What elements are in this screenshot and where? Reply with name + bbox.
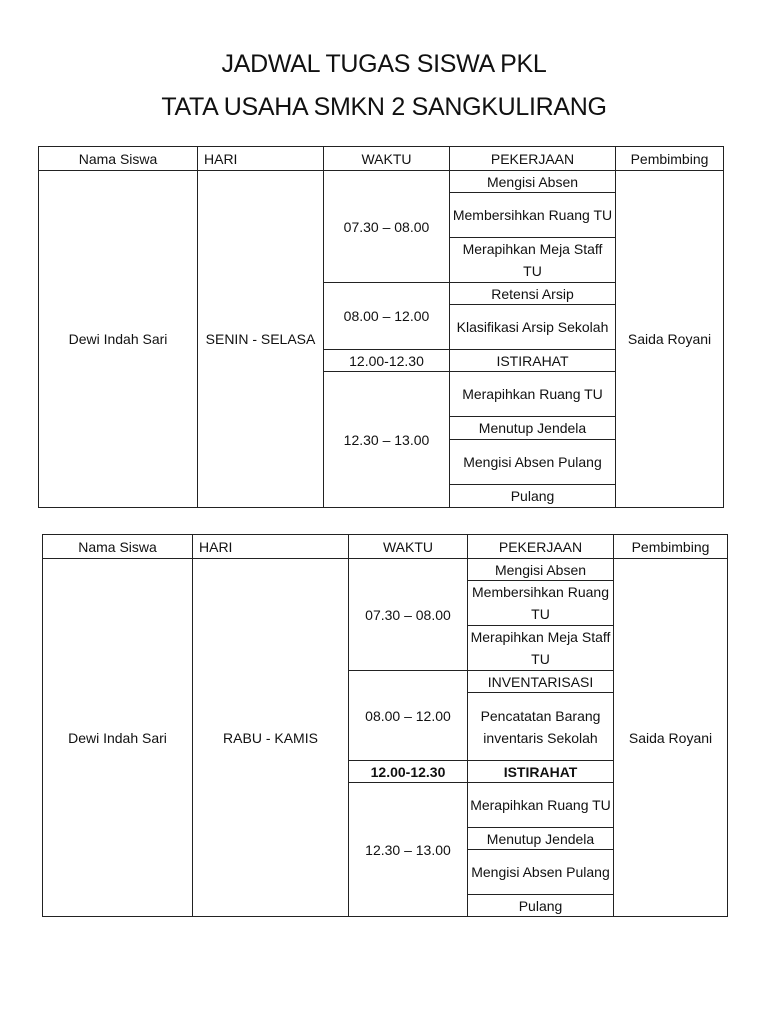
schedule-table-rabu-kamis — [42, 534, 728, 917]
task-item: Mengisi Absen Pulang — [450, 440, 616, 485]
header-waktu: WAKTU — [324, 147, 450, 171]
task-item-break: ISTIRAHAT — [450, 350, 616, 372]
time-slot: 08.00 – 12.00 — [349, 671, 468, 761]
header-hari: HARI — [198, 147, 324, 171]
task-item: Klasifikasi Arsip Sekolah — [450, 305, 616, 350]
task-item: Membersihkan Ruang TU — [450, 193, 616, 238]
time-slot: 12.00-12.30 — [324, 350, 450, 372]
header-waktu: WAKTU — [349, 535, 468, 559]
task-item: Pencatatan Barang inventaris Sekolah — [468, 693, 614, 761]
header-nama-siswa: Nama Siswa — [43, 535, 193, 559]
time-slot: 07.30 – 08.00 — [349, 559, 468, 671]
supervisor-name: Saida Royani — [627, 331, 712, 347]
header-pekerjaan: PEKERJAAN — [468, 535, 614, 559]
task-item: Pulang — [450, 485, 616, 507]
time-slot: 12.30 – 13.00 — [324, 372, 450, 507]
time-slot: 07.30 – 08.00 — [324, 171, 450, 283]
task-item: INVENTARISASI — [468, 671, 614, 693]
student-name: Dewi Indah Sari — [39, 171, 198, 507]
time-slot: 12.30 – 13.00 — [349, 783, 468, 916]
document-title-line-2: TATA USAHA SMKN 2 SANGKULIRANG — [161, 93, 607, 121]
task-item: Merapihkan Meja Staff TU — [450, 238, 616, 283]
time-slot: 12.00-12.30 — [349, 761, 468, 783]
schedule-table-senin-selasa — [38, 146, 724, 508]
task-item: Menutup Jendela — [450, 417, 616, 440]
header-nama-siswa: Nama Siswa — [39, 147, 198, 171]
task-item: Retensi Arsip — [450, 283, 616, 305]
day-range: SENIN - SELASA — [198, 171, 324, 507]
task-item: Merapihkan Ruang TU — [468, 783, 614, 828]
header-pekerjaan: PEKERJAAN — [450, 147, 616, 171]
task-item: Mengisi Absen Pulang — [468, 850, 614, 895]
task-item: Pulang — [468, 895, 614, 916]
day-range: RABU - KAMIS — [193, 559, 349, 916]
task-item: Mengisi Absen — [468, 559, 614, 581]
task-item: Menutup Jendela — [468, 828, 614, 850]
document-title-line-1: JADWAL TUGAS SISWA PKL — [221, 50, 547, 78]
task-item: Mengisi Absen — [450, 171, 616, 193]
task-item: Merapihkan Meja Staff TU — [468, 626, 614, 671]
task-item: Merapihkan Ruang TU — [450, 372, 616, 417]
student-name: Dewi Indah Sari — [43, 559, 193, 916]
header-pembimbing: Pembimbing — [614, 535, 727, 559]
header-pembimbing: Pembimbing — [616, 147, 723, 171]
task-item: Membersihkan Ruang TU — [468, 581, 614, 626]
task-item-break: ISTIRAHAT — [468, 761, 614, 783]
time-slot: 08.00 – 12.00 — [324, 283, 450, 350]
header-hari: HARI — [193, 535, 349, 559]
supervisor-name: Saida Royani — [628, 729, 713, 746]
